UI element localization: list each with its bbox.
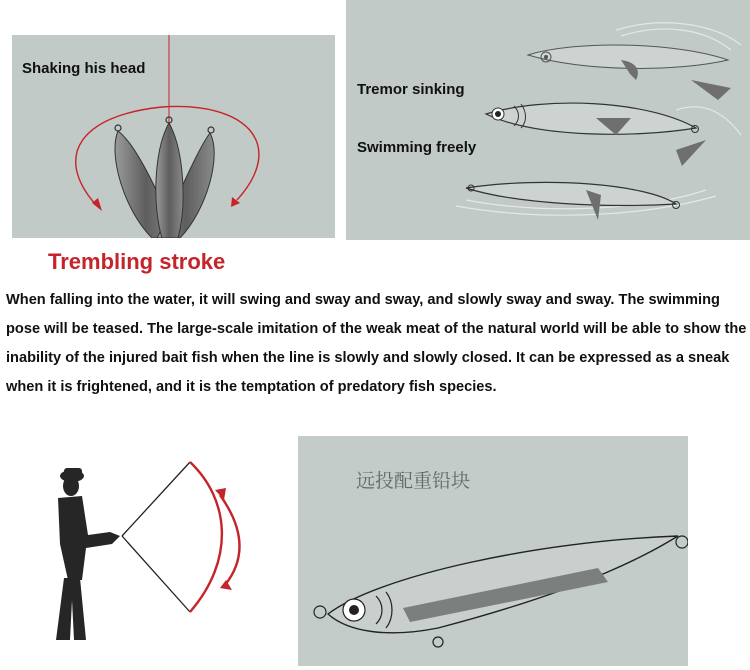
casting-weight-panel (298, 436, 688, 666)
sinking-lures-illustration (346, 0, 750, 240)
trembling-stroke-title: Trembling stroke (48, 249, 226, 274)
swimming-freely-label: Swimming freely (357, 139, 477, 156)
tremor-sinking-label: Tremor sinking (357, 81, 465, 98)
tremor-sinking-panel (346, 0, 750, 240)
shaking-head-label: Shaking his head (22, 60, 146, 77)
shaking-head-panel (12, 35, 335, 238)
angler-silhouette (30, 440, 290, 640)
casting-weight-label: 远投配重铅块 (356, 470, 471, 492)
description-text: When falling into the water, it will swing and sway and sway, and slowly sway and sway. The swimming pose will be teased. The large-scale imitation of the weak meat of the natural world will be able to show the inability of the injured bait fish when the line is slowly and slowly closed. It can be expressed as a sneak when it is frightened, and it is the temptation of predatory fish species. (6, 292, 747, 395)
